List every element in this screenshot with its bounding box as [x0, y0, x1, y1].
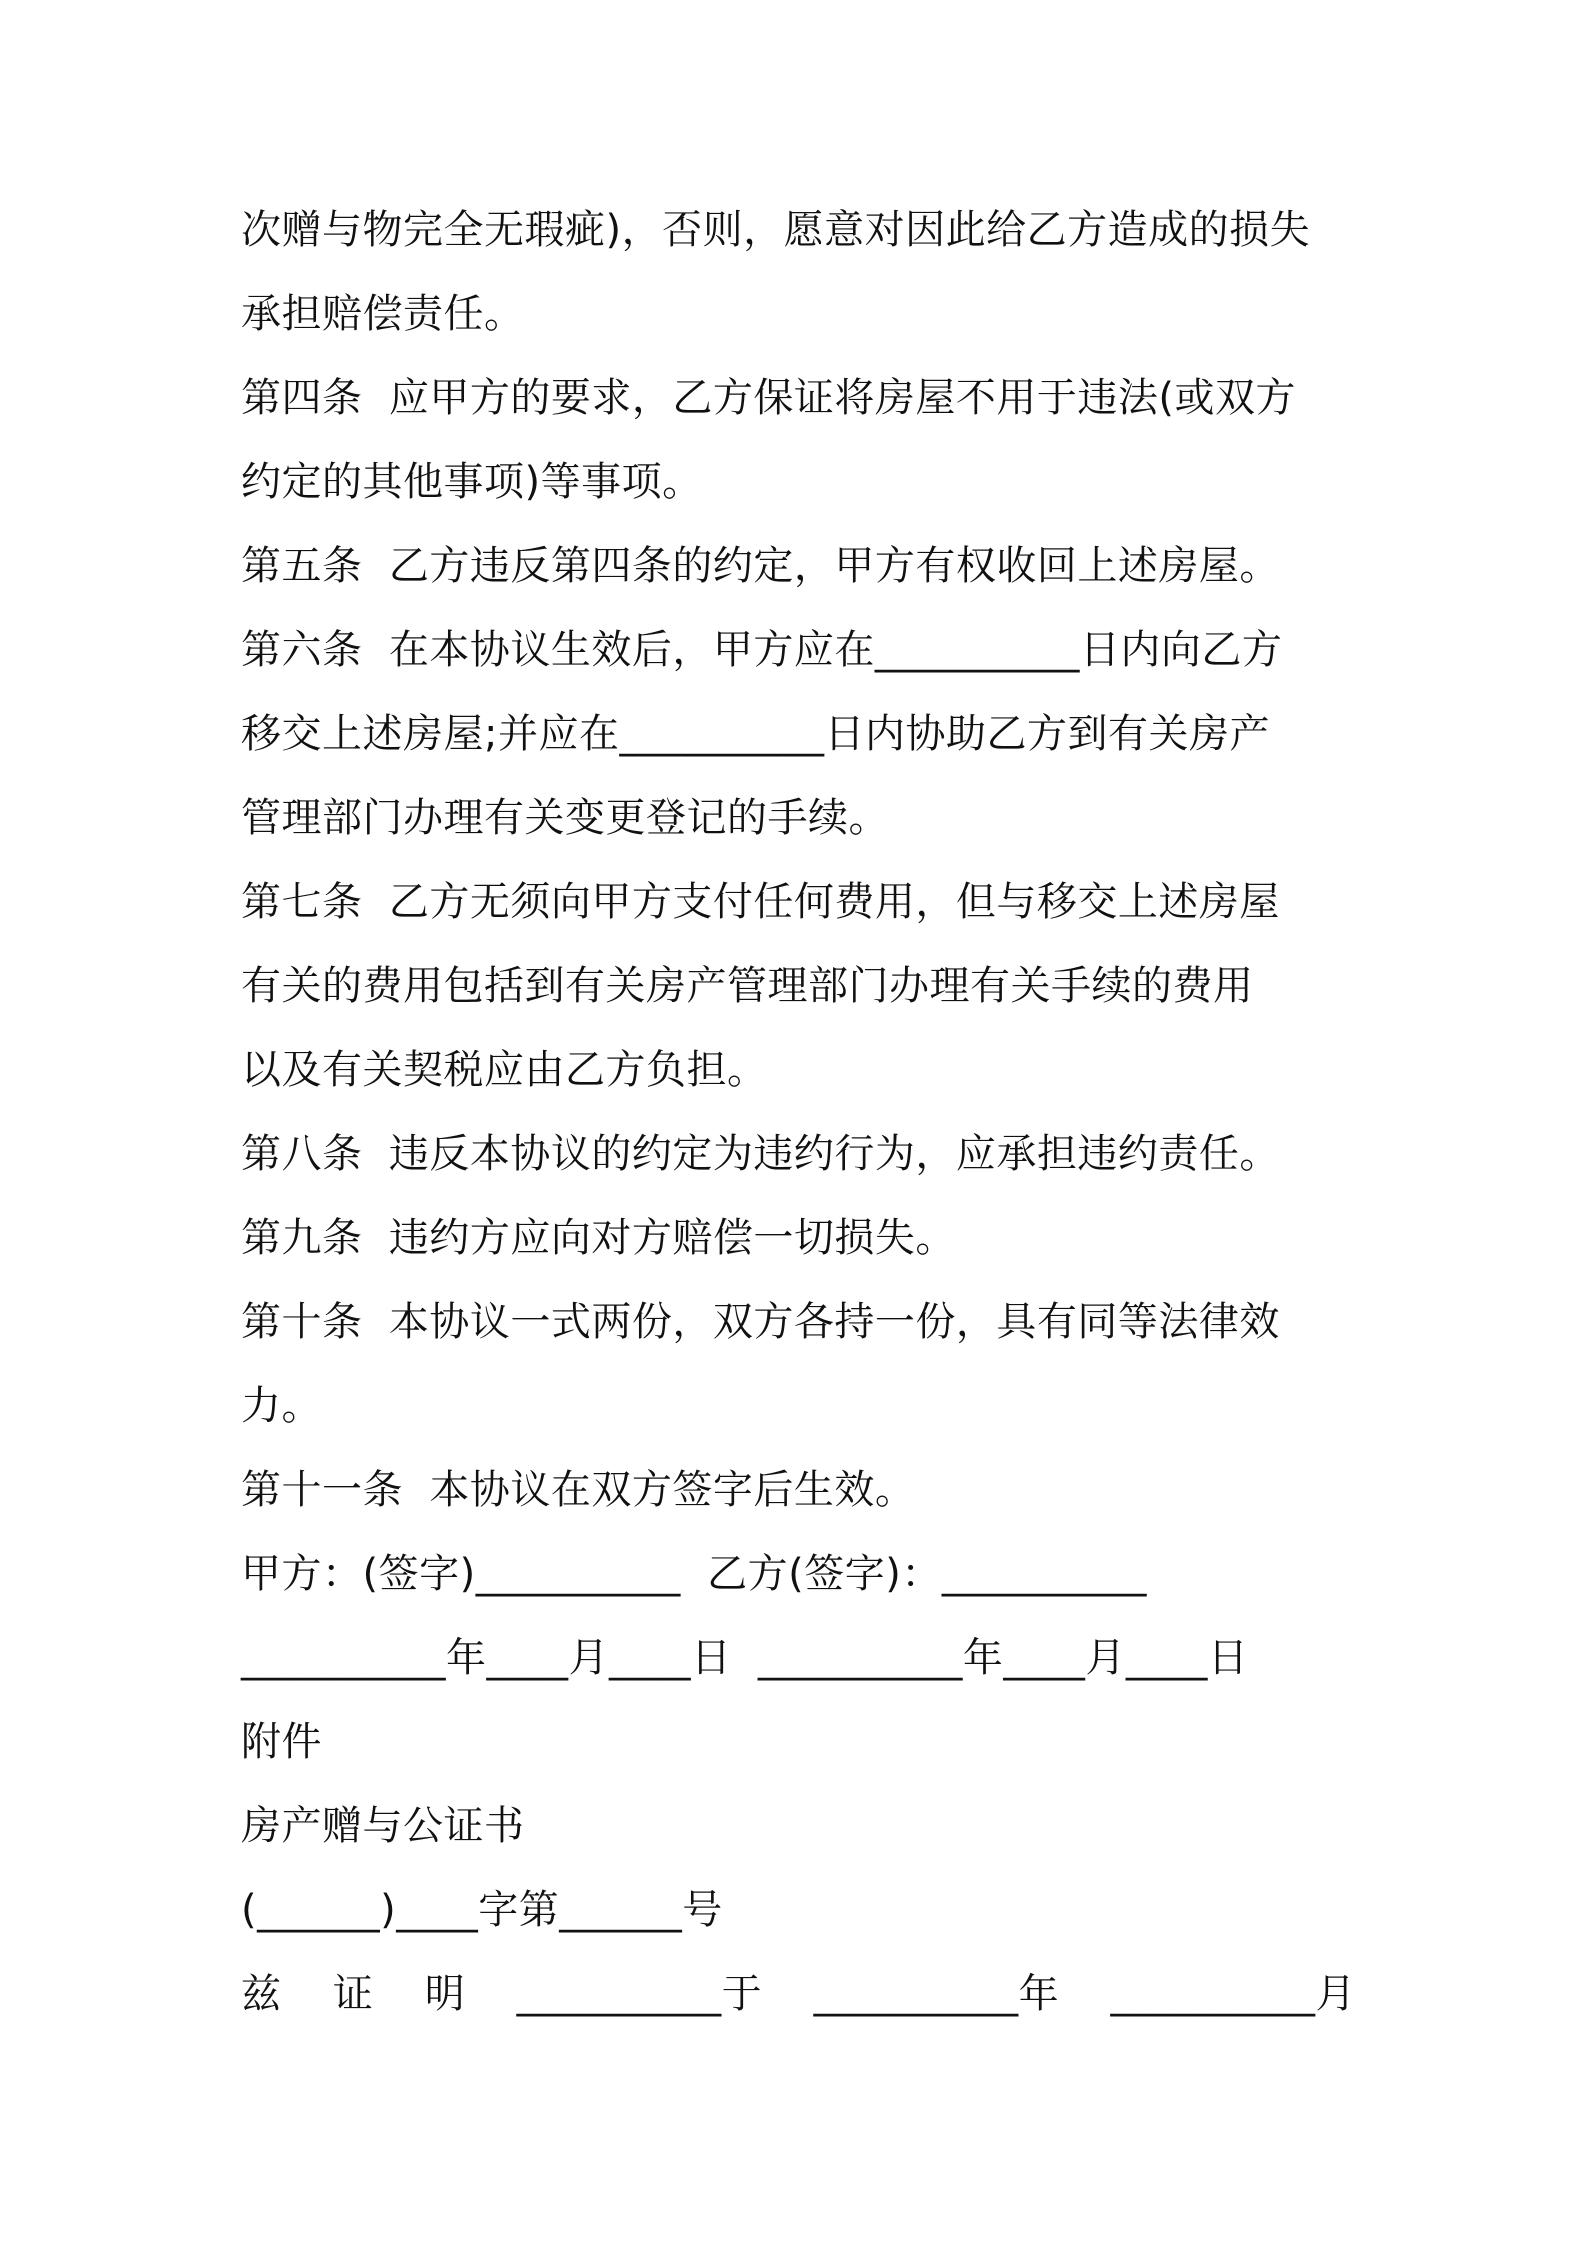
text-line: 力。: [241, 1383, 322, 1429]
certification-word: 兹: [241, 1971, 282, 2017]
text-line: 约定的其他事项)等事项。: [241, 459, 703, 505]
text-line: 次赠与物完全无瑕疵)，否则，愿意对因此给乙方造成的损失: [241, 207, 1311, 253]
attachment-heading: 附件: [241, 1719, 322, 1765]
article-6-line: 第六条 在本协议生效后，甲方应在__________日内向乙方: [241, 627, 1283, 673]
certification-blank: __________年: [813, 1971, 1060, 2017]
certification-word: 明: [424, 1971, 466, 2017]
certificate-number-line: (______)____字第______号: [241, 1887, 723, 1933]
certification-line: [241, 1964, 1356, 2048]
text-line: 承担赔偿责任。: [241, 291, 525, 337]
text-line: 以及有关契税应由乙方负担。: [241, 1047, 768, 1093]
article-10-line: 第十条 本协议一式两份，双方各持一份，具有同等法律效: [241, 1299, 1280, 1345]
article-9-line: 第九条 违约方应向对方赔偿一切损失。: [241, 1215, 956, 1261]
notarial-certificate-title: 房产赠与公证书: [241, 1803, 525, 1849]
document-page: [241, 200, 1361, 2048]
text-line: 管理部门办理有关变更登记的手续。: [241, 795, 889, 841]
certification-blank: __________于: [516, 1971, 763, 2017]
date-line: __________年____月____日 __________年____月____日: [241, 1635, 1249, 1681]
article-4-line: 第四条 应甲方的要求，乙方保证将房屋不用于违法(或双方: [241, 375, 1297, 421]
text-line: 有关的费用包括到有关房产管理部门办理有关手续的费用: [241, 963, 1254, 1009]
article-8-line: 第八条 违反本协议的约定为违约行为，应承担违约责任。: [241, 1131, 1280, 1177]
certification-blank: __________月: [1110, 1971, 1356, 2017]
certification-word: 证: [332, 1971, 374, 2017]
signature-line: 甲方：(签字)__________ 乙方(签字)：__________: [241, 1551, 1147, 1597]
text-line: 移交上述房屋;并应在__________日内协助乙方到有关房产: [241, 711, 1270, 757]
article-11-line: 第十一条 本协议在双方签字后生效。: [241, 1467, 916, 1513]
article-5-line: 第五条 乙方违反第四条的约定，甲方有权收回上述房屋。: [241, 543, 1280, 589]
article-7-line: 第七条 乙方无须向甲方支付任何费用，但与移交上述房屋: [241, 879, 1280, 925]
